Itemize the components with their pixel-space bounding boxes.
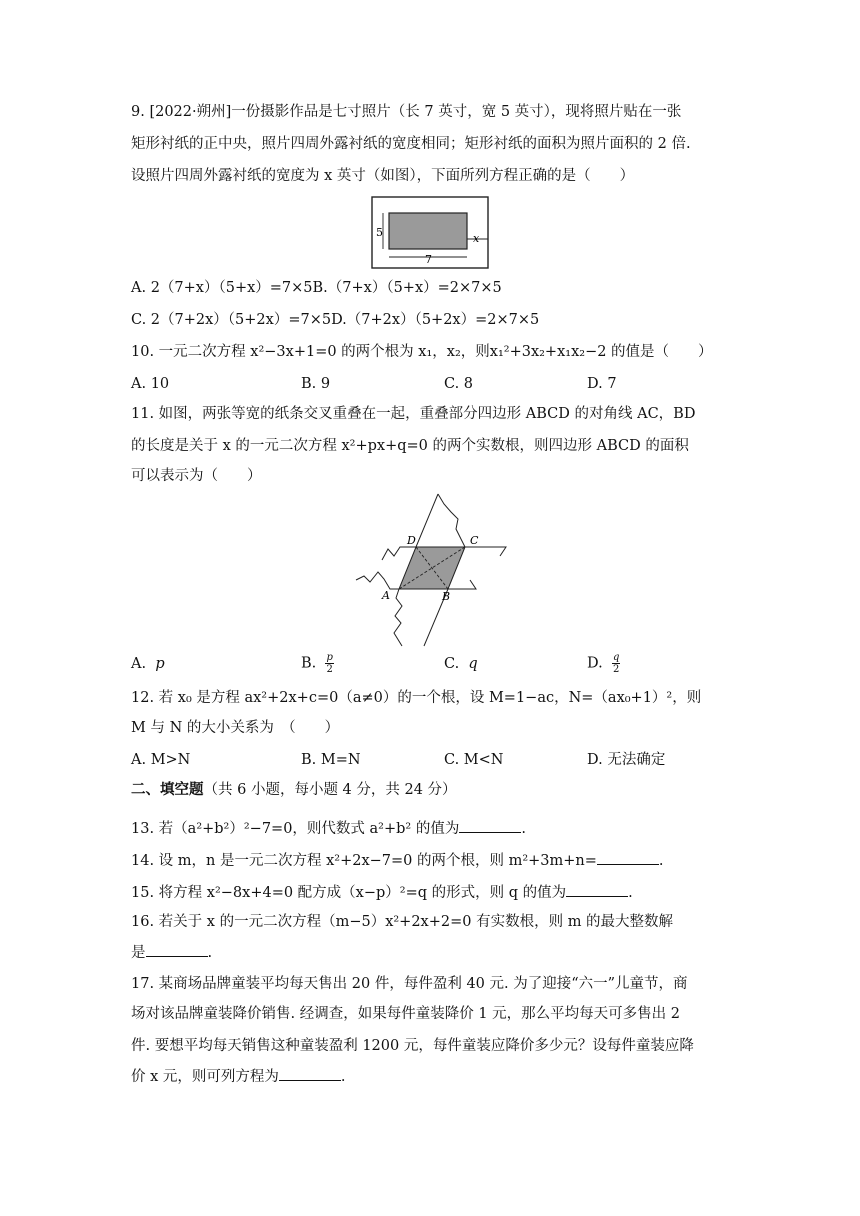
q11-line-1: 11. 如图，两张等宽的纸条交叉重叠在一起，重叠部分四边形 ABCD 的对角线 AC，BD [131, 406, 696, 422]
section-2-title: 二、填空题 [131, 782, 204, 798]
q9-options-cd: C. 2（7+2x）（5+2x）=7×5D.（7+2x）（5+2x）=2×7×5 [131, 312, 540, 328]
q15-period: . [628, 885, 633, 901]
q17-period: . [340, 1069, 346, 1085]
q16-answer-blank[interactable] [146, 942, 208, 957]
q16-period: . [207, 945, 213, 961]
q13-text: 13. 若（a²+b²）²−7=0，则代数式 a²+b² 的值为 [131, 821, 460, 837]
q11-line-3: 可以表示为（ ） [131, 468, 262, 484]
q17-line-2: 场对该品牌童装降价销售. 经调查，如果每件童装降价 1 元，那么平均每天可多售出 2 [131, 1006, 680, 1022]
q11-option-c-value: q [468, 656, 478, 672]
q11-label-d: D [407, 534, 416, 547]
q9-line-3: 设照片四周外露衬纸的宽度为 x 英寸（如图），下面所列方程正确的是（ ） [131, 168, 635, 184]
q9-photo-rect [389, 213, 467, 249]
q10-option-c: C. 8 [444, 376, 474, 392]
q17-line-3: 件. 要想平均每天销售这种童装盈利 1200 元，每件童装应降价多少元？设每件童装应降 [131, 1038, 694, 1054]
section-2-heading [131, 780, 457, 800]
q14-line [131, 850, 664, 871]
q10-option-b: B. 9 [301, 376, 331, 392]
q17-answer-blank[interactable] [279, 1066, 341, 1081]
q13-answer-blank[interactable] [459, 818, 521, 833]
q9-line-2: 矩形衬纸的正中央，照片四周外露衬纸的宽度相同；矩形衬纸的面积为照片面积的 2 倍. [131, 136, 691, 152]
q17-line-1: 17. 某商场品牌童装平均每天售出 20 件，每件盈利 40 元. 为了迎接“六一”儿童节，商 [131, 976, 688, 992]
q9-options-ab: A. 2（7+x）（5+x）=7×5B.（7+x）（5+x）=2×7×5 [131, 280, 502, 296]
q11-option-d-label: D. [587, 655, 603, 672]
q11-option-c-label: C. [444, 656, 460, 672]
q12-line-1: 12. 若 x₀ 是方程 ax²+2x+c=0（a≠0）的一个根，设 M=1−ac，N=（ax₀+1）²，则 [131, 690, 702, 706]
q9-photo-figure [370, 196, 490, 270]
q11-line-2: 的长度是关于 x 的一元二次方程 x²+px+q=0 的两个实数根，则四边形 ABCD 的面积 [131, 438, 689, 454]
q11-option-c [444, 654, 478, 674]
q11-option-a-label: A. [131, 656, 147, 672]
q11-option-b-label: B. [301, 655, 317, 672]
q11-option-a [131, 654, 165, 674]
q11-label-c: C [470, 534, 479, 547]
q14-answer-blank[interactable] [597, 850, 659, 865]
q9-line-1: 9. [2022·朔州]一份摄影作品是七寸照片（长 7 英寸，宽 5 英寸），现将照片贴在一张 [131, 104, 682, 120]
q11-paper-strips-figure [352, 492, 510, 648]
section-2-note: （共 6 小题，每小题 4 分，共 24 分） [203, 782, 457, 798]
q11-option-b-fraction: $\frac{p}{2}$ [326, 652, 333, 675]
q12-option-d: D. 无法确定 [587, 752, 666, 768]
q15-answer-blank[interactable] [566, 882, 628, 897]
q10-option-d: D. 7 [587, 376, 617, 392]
q11-option-b [301, 652, 334, 675]
q14-text: 14. 设 m，n 是一元二次方程 x²+2x−7=0 的两个根，则 m²+3m+n= [131, 853, 597, 869]
q17-text-end: 价 x 元，则可列方程为 [131, 1069, 279, 1085]
q10-option-a: A. 10 [131, 376, 170, 392]
q12-option-c: C. M<N [444, 752, 504, 768]
q9-label-x: x [473, 232, 480, 245]
q11-option-a-value: p [155, 656, 165, 672]
q11-label-a: A [382, 589, 390, 602]
q15-line [131, 882, 633, 903]
q13-period: . [521, 821, 526, 837]
q16-line-1: 16. 若关于 x 的一元二次方程（m−5）x²+2x+2=0 有实数根，则 m 的最大整数解 [131, 914, 674, 930]
q11-label-b: B [442, 590, 451, 603]
q17-line-4 [131, 1066, 346, 1087]
q9-label-5: 5 [376, 226, 383, 239]
q9-label-7: 7 [425, 253, 432, 266]
q10-stem: 10. 一元二次方程 x²−3x+1=0 的两个根为 x₁，x₂，则x₁²+3x₂+x₁x₂−2 的值是（ ） [131, 344, 713, 360]
q14-period: . [658, 853, 664, 869]
q11-option-d-fraction: $\frac{q}{2}$ [612, 652, 620, 675]
q16-line-2 [131, 942, 212, 963]
q12-line-2: M 与 N 的大小关系为 （ ） [131, 720, 340, 736]
q11-option-d [587, 652, 620, 675]
q16-text-end: 是 [131, 945, 146, 961]
q12-option-b: B. M=N [301, 752, 361, 768]
q15-text: 15. 将方程 x²−8x+4=0 配方成（x−p）²=q 的形式，则 q 的值为 [131, 885, 567, 901]
q13-line [131, 818, 526, 839]
q12-option-a: A. M>N [131, 752, 191, 768]
